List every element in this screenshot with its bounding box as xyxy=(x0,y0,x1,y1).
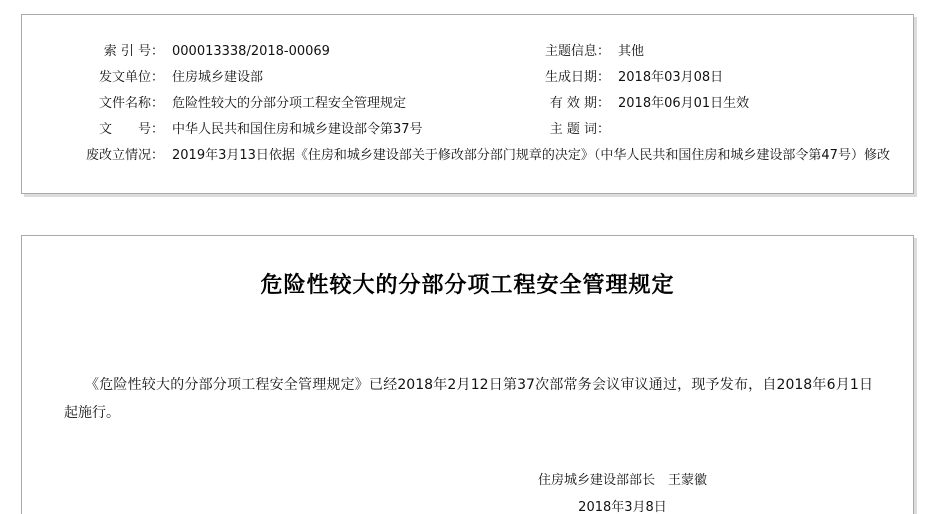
issuing-unit-label: 发文单位： xyxy=(98,70,164,85)
issue-date-value: 2018年03月08日 xyxy=(618,70,724,85)
effective-date-label: 有 效 期： xyxy=(549,96,610,111)
index-number-label: 索 引 号： xyxy=(103,44,164,59)
subject-info-value: 其他 xyxy=(618,44,645,59)
document-body-paragraph: 《危险性较大的分部分项工程安全管理规定》已经2018年2月12日第37次部常务会议审议通过，现予发布，自2018年6月1日起施行。 xyxy=(64,377,873,421)
signature-block xyxy=(538,467,707,514)
issuing-unit-value: 住房城乡建设部 xyxy=(172,70,264,85)
document-content-panel xyxy=(21,235,914,514)
revision-status-value: 2019年3月13日依据《住房和城乡建设部关于修改部分部门规章的决定》（中华人民共和国住房和城乡建设部令第47号）修改 xyxy=(172,148,890,163)
document-title: 危险性较大的分部分项工程安全管理规定 xyxy=(260,272,675,297)
revision-status-label: 废改立情况： xyxy=(85,148,164,163)
issue-date-label: 生成日期： xyxy=(544,70,610,85)
subject-words-label: 主 题 词： xyxy=(549,122,610,137)
document-name-label: 文件名称： xyxy=(98,96,164,111)
document-number-value: 中华人民共和国住房和城乡建设部令第37号 xyxy=(172,122,423,137)
subject-words-value xyxy=(616,117,913,143)
index-number-value: 000013338/2018-00069 xyxy=(172,44,330,59)
document-name-value: 危险性较大的分部分项工程安全管理规定 xyxy=(172,96,407,111)
effective-date-value: 2018年06月01日生效 xyxy=(618,96,750,111)
subject-info-label: 主题信息： xyxy=(544,44,610,59)
metadata-grid xyxy=(22,15,913,169)
metadata-panel xyxy=(21,14,914,194)
document-number-label: 文 号： xyxy=(98,122,164,137)
signature-date: 2018年3月8日 xyxy=(578,500,667,514)
signer-name: 住房城乡建设部部长 王蒙徽 xyxy=(537,473,707,488)
